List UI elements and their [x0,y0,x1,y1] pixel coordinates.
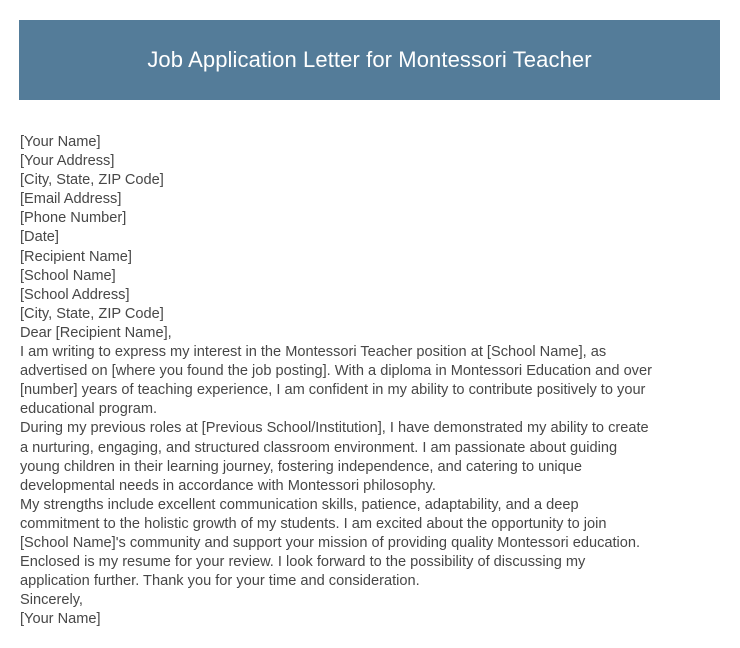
paragraph-1-line-1: I am writing to express my interest in the Montessori Teacher position at [School Name], as [20,344,607,361]
closing-line: Sincerely, [20,592,83,609]
date-block [20,228,722,247]
recipient-name-line: [Recipient Name] [20,248,132,265]
letter-body [20,133,722,629]
closing-block [20,591,722,629]
sender-address-line: [Your Address] [20,153,115,170]
date-line: [Date] [20,229,59,246]
paragraph-1-line-4: educational program. [20,401,158,418]
salutation-line: Dear [Recipient Name], [20,324,172,341]
sender-city-state-zip-line: [City, State, ZIP Code] [20,172,164,189]
paragraph-3-line-4: Enclosed is my resume for your review. I look forward to the possibility of discussing my [20,554,586,571]
sender-email-line: [Email Address] [20,191,122,208]
paragraph-3-line-5: application further. Thank you for your time and consideration. [20,573,420,590]
recipient-city-state-zip-line: [City, State, ZIP Code] [20,305,164,322]
recipient-school-address-line: [School Address] [20,286,130,303]
signature-line: [Your Name] [20,611,101,628]
sender-address-block [20,133,722,228]
paragraph-3-line-1: My strengths include excellent communication skills, patience, adaptability, and a deep [20,496,579,513]
salutation-block [20,324,722,343]
paragraph-2-line-3: young children in their learning journey, fostering independence, and catering to unique [20,458,582,475]
paragraph-3-line-3: [School Name]'s community and support your mission of providing quality Montessori education. [20,534,641,551]
paragraph-1-line-3: [number] years of teaching experience, I am confident in my ability to contribute positively to your [20,382,646,399]
letter-paragraph-2 [20,419,722,495]
sender-name-line: [Your Name] [20,134,101,150]
letter-paragraph-1 [20,343,722,419]
letter-paragraph-3 [20,496,722,591]
paragraph-1-line-2: advertised on [where you found the job posting]. With a diploma in Montessori Education and over [20,363,652,380]
recipient-address-block [20,248,722,324]
recipient-school-name-line: [School Name] [20,267,116,284]
sender-phone-line: [Phone Number] [20,210,127,227]
paragraph-2-line-1: During my previous roles at [Previous School/Institution], I have demonstrated my ability to create [20,420,649,437]
paragraph-2-line-2: a nurturing, engaging, and structured classroom environment. I am passionate about guiding [20,439,618,456]
document-header-banner [19,20,720,100]
paragraph-2-line-4: developmental needs in accordance with Montessori philosophy. [20,477,436,494]
paragraph-3-line-2: commitment to the holistic growth of my students. I am excited about the opportunity to join [20,515,607,532]
page-title: Job Application Letter for Montessori Teacher [147,47,592,72]
